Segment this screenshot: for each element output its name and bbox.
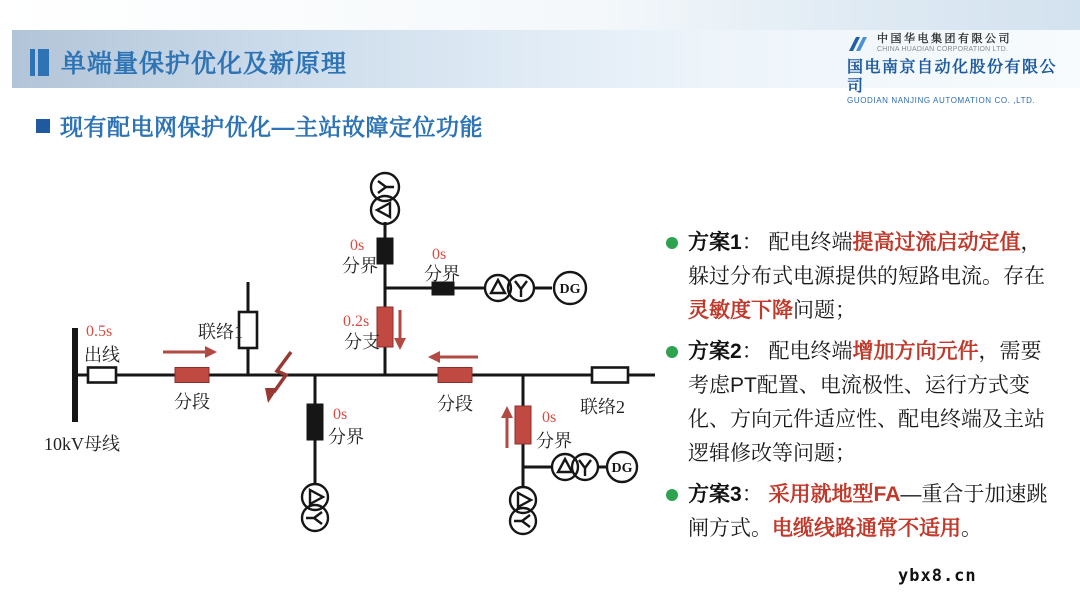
solution-text-line (688, 369, 1060, 403)
solution-text-line (688, 294, 1060, 328)
section-switch-1 (175, 368, 209, 383)
text-segment: ： 配电终端 (741, 231, 853, 254)
text-segment: 。 (961, 517, 982, 540)
section1-label: 分段 (174, 392, 210, 412)
text-segment: 化、方向元件适应性、配电终端及主站 (688, 408, 1045, 431)
text-segment: ： (741, 483, 769, 506)
outgoing-label: 出线 (84, 345, 120, 365)
outgoing-time-label: 0.5s (86, 323, 113, 340)
logo-company-name-en: GUODIAN NANJING AUTOMATION CO. ,LTD. (847, 96, 1036, 105)
solution-text-line (688, 478, 1060, 512)
boundary-bl-label: 分界 (328, 427, 364, 447)
solution-item-1 (660, 226, 1060, 328)
section-switch-2 (438, 368, 472, 383)
solution-item-3 (660, 478, 1060, 546)
solutions-panel (660, 226, 1060, 553)
solution-text-line (688, 226, 1060, 260)
bullet-icon (666, 237, 678, 249)
boundary-branch-label: 分界 (424, 264, 460, 284)
tie1-label: 联络1 (198, 322, 243, 342)
solution-item-2 (660, 335, 1060, 471)
text-segment: ，需要 (978, 340, 1042, 363)
watermark: ybx8.cn (898, 566, 977, 586)
transformer-icon (371, 173, 399, 224)
logo-company-name-cn: 国电南京自动化股份有限公司 (847, 59, 1058, 95)
boundary-br-label: 分界 (536, 431, 572, 451)
bullet-icon (666, 489, 678, 501)
boundary-top-label: 分界 (342, 256, 378, 276)
boundary-br-time-label: 0s (542, 409, 557, 426)
tie-switch-2 (592, 368, 628, 383)
fault-icon (265, 352, 291, 403)
solution-text-line (688, 437, 1060, 471)
svg-text:DG: DG (559, 282, 581, 297)
text-segment: 方案3 (688, 483, 742, 506)
boundary-top-time-label: 0s (350, 237, 365, 254)
boundary-switch-bottom-right (515, 406, 531, 444)
fault-current-arrow-up (501, 406, 513, 448)
section2-label: 分段 (437, 394, 473, 414)
text-segment: 闸方式。 (688, 517, 772, 540)
text-segment: 方案2 (688, 340, 742, 363)
bullet-icon (666, 346, 678, 358)
dg-icon (607, 452, 637, 482)
branch-label: 分支 (344, 332, 380, 352)
highlighted-text: 提高过流启动定值 (852, 231, 1021, 254)
solution-text-line (688, 260, 1060, 294)
fault-current-arrow-left (428, 351, 478, 363)
solution-text-line (688, 335, 1060, 369)
tie2-label: 联络2 (580, 397, 625, 417)
text-segment: 考虑PT配置、电流极性、运行方式变 (688, 374, 1030, 397)
boundary-switch-bottom-left (307, 404, 323, 440)
transformer-icon (485, 275, 534, 301)
dg-icon (554, 272, 586, 304)
text-segment: —重合于加速跳 (900, 483, 1048, 506)
solution-text-line (688, 512, 1060, 546)
highlighted-text: 电缆线路通常不适用 (772, 517, 961, 540)
logo-group-name-en: CHINA HUADIAN CORPORATION LTD. (877, 46, 1008, 53)
highlighted-text: 采用就地型FA (768, 483, 901, 506)
text-segment: 问题； (793, 299, 856, 322)
svg-text:DG: DG (611, 461, 633, 476)
boundary-branch-time-label: 0s (432, 246, 447, 263)
text-segment: 方案1 (688, 231, 742, 254)
transformer-icon (510, 487, 536, 534)
highlighted-text: 灵敏度下降 (688, 299, 793, 322)
text-segment: 逻辑修改等问题； (688, 442, 856, 465)
bus-label: 10kV母线 (44, 434, 120, 454)
fault-current-arrow-right (163, 346, 217, 358)
text-segment: ： 配电终端 (741, 340, 853, 363)
text-segment: 躲过分布式电源提供的短路电流。存在 (688, 265, 1045, 288)
boundary-bl-time-label: 0s (333, 406, 348, 423)
boundary-switch-top (377, 238, 393, 264)
page-title: 单端量保护优化及新原理 (61, 50, 348, 78)
transformer-icon (302, 484, 328, 531)
section-heading: 现有配电网保护优化—主站故障定位功能 (60, 114, 483, 140)
transformer-icon (552, 454, 598, 480)
fault-current-arrow-down (394, 310, 406, 350)
solution-text-line (688, 403, 1060, 437)
text-segment: ， (1020, 231, 1042, 254)
outgoing-switch (88, 368, 116, 383)
branch-time-label: 0.2s (343, 313, 370, 330)
highlighted-text: 增加方向元件 (852, 340, 979, 363)
logo-group-name-cn: 中国华电集团有限公司 (877, 33, 1012, 45)
